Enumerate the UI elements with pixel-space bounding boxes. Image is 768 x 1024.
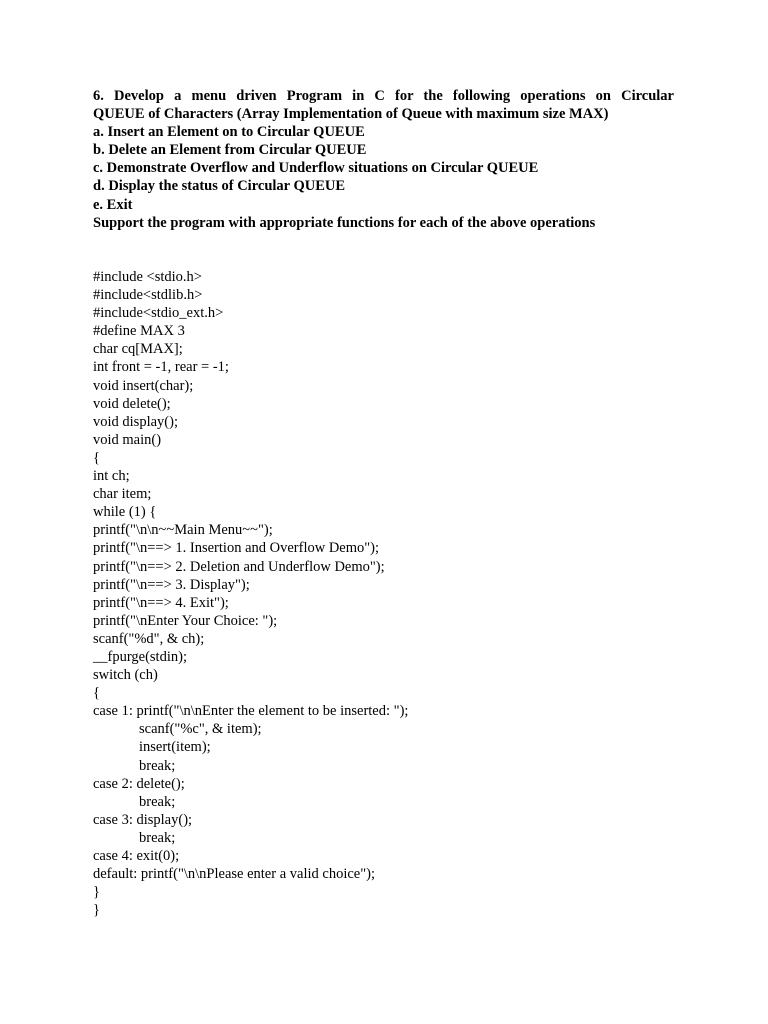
code-line: printf("\n==> 1. Insertion and Overflow Demo"); — [93, 540, 380, 557]
code-line: insert(item); — [139, 739, 211, 756]
code-line: printf("\n==> 2. Deletion and Underflow Demo"); — [93, 558, 385, 575]
code-line: #include <stdio.h> — [93, 269, 202, 285]
code-line: int ch; — [93, 468, 130, 485]
code-line: void main() — [93, 431, 162, 448]
code-line: } — [93, 884, 100, 901]
code-line: { — [93, 685, 100, 702]
option-b: b. Delete an Element from Circular QUEUE — [93, 142, 367, 159]
code-line: int front = -1, rear = -1; — [93, 359, 229, 376]
option-e: e. Exit — [93, 196, 133, 213]
code-line: char cq[MAX]; — [93, 341, 183, 358]
code-line: case 3: display(); — [93, 811, 193, 828]
code-line: case 4: exit(0); — [93, 848, 180, 864]
code-line: #include<stdlib.h> — [93, 287, 203, 304]
code-line: case 2: delete(); — [93, 775, 185, 792]
code-line: void display(); — [93, 413, 178, 430]
option-c: c. Demonstrate Overflow and Underflow situations on Circular QUEUE — [93, 160, 539, 177]
code-line: char item; — [93, 486, 152, 503]
code-line: { — [93, 449, 100, 466]
question-heading — [93, 87, 674, 232]
code-line: __fpurge(stdin); — [93, 648, 187, 665]
question-title-line-2: QUEUE of Characters (Array Implementation of Queue with maximum size MAX) — [93, 106, 609, 123]
code-line: void delete(); — [93, 395, 171, 412]
option-a: a. Insert an Element on to Circular QUEUE — [93, 124, 365, 141]
code-line: case 1: printf("\n\nEnter the element to be inserted: "); — [93, 703, 409, 720]
code-line: switch (ch) — [93, 667, 158, 684]
question-title-line-1: 6. Develop a menu driven Program in C for the following operations on Circular — [93, 88, 674, 104]
code-line: #include<stdio_ext.h> — [93, 305, 224, 322]
support-instruction: Support the program with appropriate functions for each of the above operations — [93, 214, 596, 231]
code-line: scanf("%d", & ch); — [93, 630, 205, 647]
code-line: printf("\n\n~~Main Menu~~"); — [93, 522, 273, 539]
code-line: break; — [139, 829, 176, 846]
code-line: break; — [139, 793, 176, 810]
code-line: } — [93, 902, 100, 919]
code-line: printf("\n==> 3. Display"); — [93, 576, 250, 593]
code-listing — [93, 268, 674, 919]
code-line: void insert(char); — [93, 377, 194, 394]
code-line: printf("\nEnter Your Choice: "); — [93, 612, 278, 629]
code-line: scanf("%c", & item); — [139, 721, 262, 738]
code-line: while (1) { — [93, 504, 157, 521]
code-line: #define MAX 3 — [93, 323, 185, 340]
code-line: printf("\n==> 4. Exit"); — [93, 594, 229, 611]
code-line: default: printf("\n\nPlease enter a valid choice"); — [93, 866, 375, 883]
code-line: break; — [139, 757, 176, 774]
option-d: d. Display the status of Circular QUEUE — [93, 178, 346, 195]
